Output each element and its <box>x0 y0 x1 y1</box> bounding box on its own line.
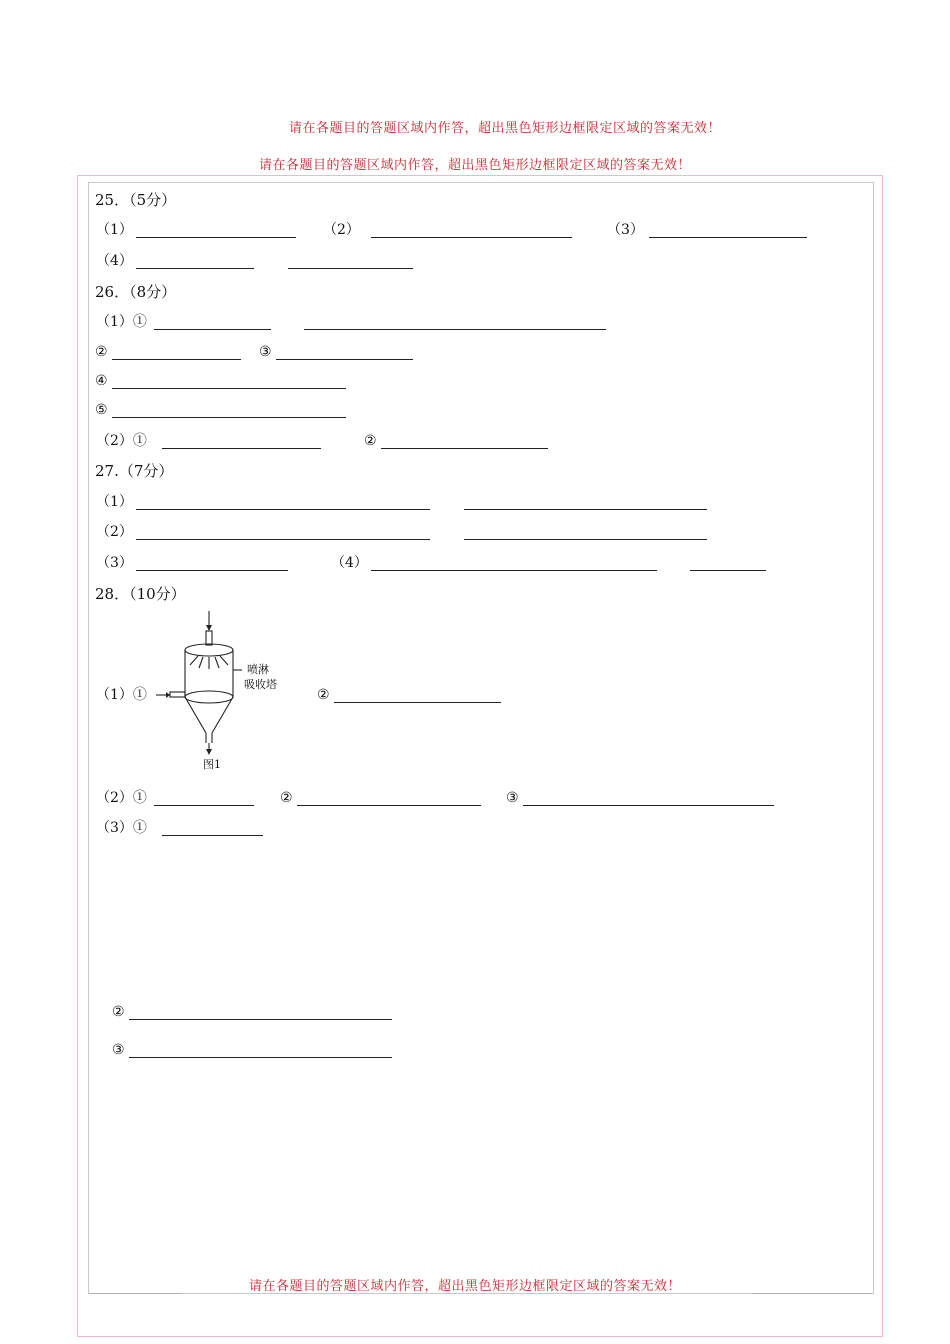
q26-circle3-label: ③ <box>259 344 272 360</box>
q27-part3-label: （3） <box>96 555 133 571</box>
q25-answer-4b[interactable] <box>288 268 413 269</box>
q28-answer-1-2[interactable] <box>334 702 501 703</box>
q27-answer-2b[interactable] <box>464 539 707 540</box>
q25-part4-label: （4） <box>96 253 133 269</box>
q26-circle5-label: ⑤ <box>95 402 108 418</box>
figure-caption: 图1 <box>203 758 221 771</box>
q26-part2-label: （2）① <box>96 433 147 449</box>
q26-answer-2-2[interactable] <box>381 448 548 449</box>
q28-answer-2-2[interactable] <box>297 805 481 806</box>
q28-answer-2-3[interactable] <box>523 805 774 806</box>
q28-part2-circle3-label: ③ <box>506 790 519 806</box>
q28-part3-circle2-label: ② <box>112 1004 125 1020</box>
q26-circle2-label: ② <box>95 344 108 360</box>
tower-top-ellipse <box>185 644 233 656</box>
q26-answer-2-1[interactable] <box>162 448 321 449</box>
q26-answer-1-1a[interactable] <box>154 329 271 330</box>
q25-answer-4a[interactable] <box>136 268 254 269</box>
q27-title: 27.（7分） <box>95 462 174 480</box>
q25-part3-label: （3） <box>607 222 644 238</box>
q27-answer-4b[interactable] <box>690 570 766 571</box>
q27-answer-4a[interactable] <box>371 570 657 571</box>
warning-top: 请在各题目的答题区域内作答，超出黑色矩形边框限定区域的答案无效！ <box>288 121 721 136</box>
q26-part1-label: （1）① <box>96 314 147 330</box>
q27-part2-label: （2） <box>96 524 133 540</box>
q26-title: 26．（8分） <box>95 283 177 301</box>
warning-second: 请在各题目的答题区域内作答，超出黑色矩形边框限定区域的答案无效！ <box>258 158 691 173</box>
q27-part4-label: （4） <box>331 555 368 571</box>
warning-bottom: 请在各题目的答题区域内作答，超出黑色矩形边框限定区域的答案无效！ <box>248 1279 681 1294</box>
q28-answer-3-1[interactable] <box>162 835 263 836</box>
q28-part1-label: （1）① <box>96 687 147 703</box>
q25-part2-label: （2） <box>323 222 360 238</box>
q28-title: 28．（10分） <box>95 585 186 603</box>
q26-answer-1-1b[interactable] <box>304 329 606 330</box>
figure-label-tower: 吸收塔 <box>244 678 277 691</box>
q27-part1-label: （1） <box>96 494 133 510</box>
q28-answer-2-1[interactable] <box>154 805 254 806</box>
q28-part1-circle2-label: ② <box>317 687 330 703</box>
q27-answer-1a[interactable] <box>136 509 430 510</box>
q28-part2-circle2-label: ② <box>280 790 293 806</box>
q25-answer-2[interactable] <box>371 237 572 238</box>
side-inlet-pipe <box>170 692 185 697</box>
q28-part3-label: （3）① <box>96 820 147 836</box>
q25-answer-1[interactable] <box>136 237 296 238</box>
q28-answer-3-2[interactable] <box>129 1019 392 1020</box>
tower-liquid-ellipse <box>185 691 233 703</box>
q26-part2-circle2-label: ② <box>364 433 377 449</box>
q25-title: 25．（5分） <box>95 191 177 209</box>
figure-label-spray: 喷淋 <box>247 663 269 676</box>
q25-answer-3[interactable] <box>649 237 807 238</box>
q26-answer-1-4[interactable] <box>112 388 346 389</box>
q27-answer-2a[interactable] <box>136 539 430 540</box>
q26-circle4-label: ④ <box>95 373 108 389</box>
q27-answer-1b[interactable] <box>464 509 707 510</box>
top-inlet-pipe <box>206 631 212 645</box>
q27-answer-3[interactable] <box>136 570 288 571</box>
q28-answer-3-3[interactable] <box>129 1057 392 1058</box>
q26-answer-1-2[interactable] <box>112 359 241 360</box>
q26-answer-1-5[interactable] <box>112 417 346 418</box>
q25-part1-label: （1） <box>96 222 133 238</box>
q26-answer-1-3[interactable] <box>276 359 413 360</box>
q28-part2-label: （2）① <box>96 790 147 806</box>
q28-part3-circle3-label: ③ <box>112 1042 125 1058</box>
